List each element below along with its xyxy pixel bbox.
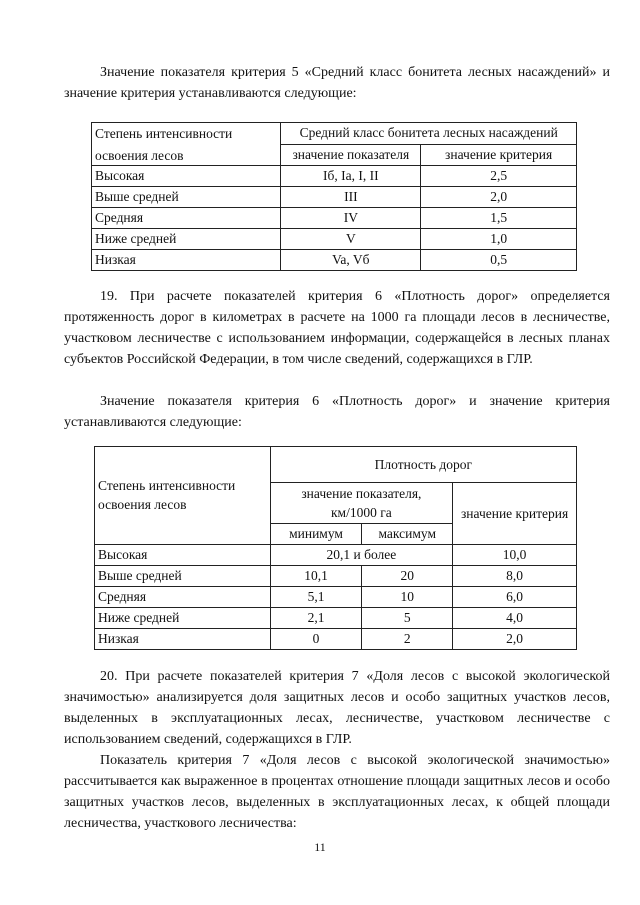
header-indicator: [270, 483, 452, 524]
cell-min: 10,1: [270, 566, 362, 587]
header-criterion: значение критерия: [453, 483, 577, 545]
header-indicator: значение показателя: [281, 144, 421, 166]
table-row: [95, 566, 577, 587]
table-header-row: [92, 123, 577, 145]
table-row: [92, 208, 577, 229]
header-degree-line1: Степень интенсивности: [98, 478, 236, 493]
cell-degree: Высокая: [95, 545, 271, 566]
cell-criterion: 10,0: [453, 545, 577, 566]
cell-degree: Низкая: [92, 250, 281, 271]
header-indicator-line1: значение показателя,: [301, 485, 422, 501]
cell-degree: Средняя: [92, 208, 281, 229]
table-road-density: [94, 446, 577, 650]
cell-indicator: Iб, Ia, I, II: [281, 166, 421, 187]
table-site-class: [91, 122, 577, 271]
paragraph-criterion-5-intro: Значение показателя критерия 5 «Средний класс бонитета лесных насаждений» и значение критерия устанавливаются следующие:: [64, 65, 610, 101]
paragraph-20-formula-intro: Показатель критерия 7 «Доля лесов с высокой экологической значимостью» рассчитывается как выраженное в процентах отношение площади защитных лесов и особо защитных участков лесов, выделенных в эксплуатационных лесах, к общей площади лесничества, участкового лесничества:: [64, 753, 610, 831]
cell-degree: Средняя: [95, 587, 271, 608]
cell-criterion: 1,0: [421, 229, 577, 250]
cell-criterion: 1,5: [421, 208, 577, 229]
cell-max: 10: [362, 587, 453, 608]
paragraph-19: 19. При расчете показателей критерия 6 «Плотность дорог» определяется протяженность дорог в километрах в расчете на 1000 га площади лесов в лесничестве, участковом лесничестве с использованием информации, содержащейся в лесных планах субъектов Российской Федерации, в том числе сведений, содержащихся в ГЛР.: [64, 289, 610, 367]
cell-indicator: III: [281, 187, 421, 208]
header-max: максимум: [362, 524, 453, 545]
cell-indicator: Va, Vб: [281, 250, 421, 271]
table-row: [95, 587, 577, 608]
cell-degree: Выше средней: [95, 566, 271, 587]
header-degree: [92, 123, 281, 166]
header-degree-line1: Степень интенсивности: [95, 126, 233, 141]
cell-degree: Ниже средней: [95, 608, 271, 629]
header-group: Средний класс бонитета лесных насаждений: [281, 123, 577, 145]
table-row: [92, 166, 577, 187]
cell-max: 5: [362, 608, 453, 629]
paragraph-20: 20. При расчете показателей критерия 7 «Доля лесов с высокой экологической значимостью» анализируется доля защитных лесов и особо защитных участков лесов, выделенных в эксплуатационных лесах, лесничестве, участковом лесничестве с использованием сведений, содержащихся в ГЛР.: [64, 669, 610, 747]
cell-min: 0: [270, 629, 362, 650]
table-row: [92, 187, 577, 208]
table-row: [95, 629, 577, 650]
table-row: [95, 608, 577, 629]
cell-degree: Выше средней: [92, 187, 281, 208]
table-row: [95, 545, 577, 566]
cell-degree: Высокая: [92, 166, 281, 187]
cell-criterion: 2,5: [421, 166, 577, 187]
table-header-row: [95, 447, 577, 483]
cell-degree: Ниже средней: [92, 229, 281, 250]
cell-criterion: 8,0: [453, 566, 577, 587]
cell-combined: 20,1 и более: [270, 545, 452, 566]
cell-criterion: 4,0: [453, 608, 577, 629]
header-criterion: значение критерия: [421, 144, 577, 166]
cell-max: 20: [362, 566, 453, 587]
cell-min: 5,1: [270, 587, 362, 608]
cell-criterion: 0,5: [421, 250, 577, 271]
header-degree-line2: освоения лесов: [95, 148, 184, 163]
table-row: [92, 250, 577, 271]
cell-criterion: 2,0: [421, 187, 577, 208]
paragraph-19-values: Значение показателя критерия 6 «Плотность дорог» и значение критерия устанавливаются следующие:: [64, 394, 610, 430]
cell-max: 2: [362, 629, 453, 650]
cell-indicator: V: [281, 229, 421, 250]
cell-criterion: 6,0: [453, 587, 577, 608]
header-min: минимум: [270, 524, 362, 545]
header-indicator-line2: км/1000 га: [331, 504, 392, 520]
header-degree-line2: освоения лесов: [98, 497, 187, 512]
header-group: Плотность дорог: [270, 447, 576, 483]
cell-min: 2,1: [270, 608, 362, 629]
cell-criterion: 2,0: [453, 629, 577, 650]
cell-degree: Низкая: [95, 629, 271, 650]
cell-indicator: IV: [281, 208, 421, 229]
page-number: 11: [314, 840, 326, 854]
header-degree: [95, 447, 271, 545]
table-row: [92, 229, 577, 250]
